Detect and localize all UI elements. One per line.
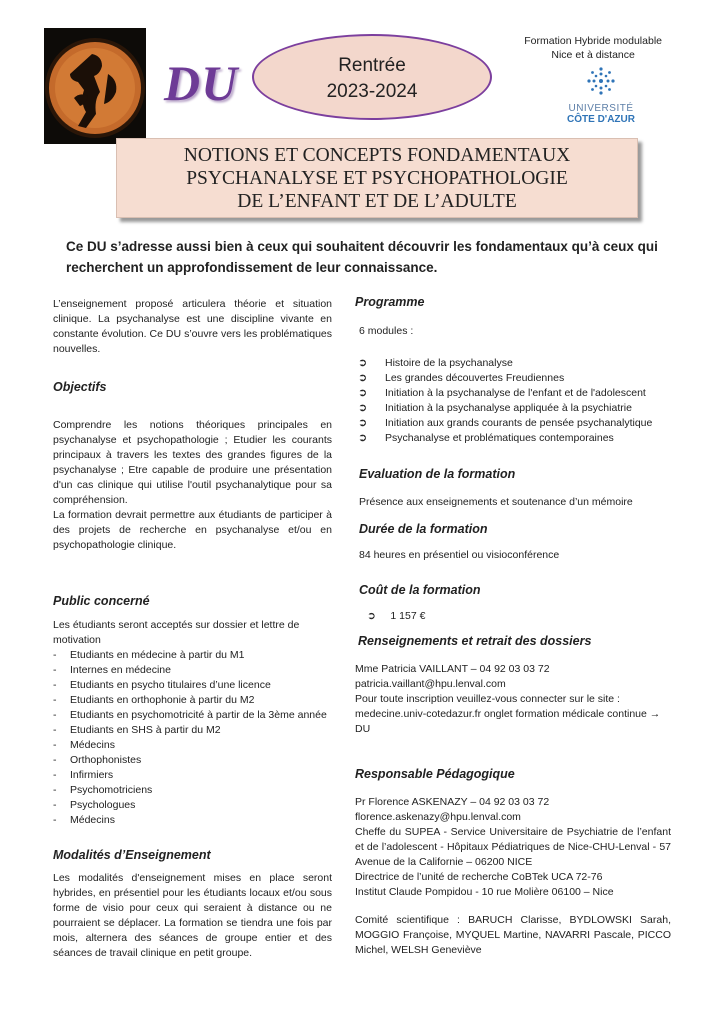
list-item: - Etudiants en SHS à partir du M2 [53,723,332,738]
list-item: - Internes en médecine [53,663,332,678]
module-label: Initiation aux grands courants de pensée psychanalytique [385,417,653,429]
arrow-bullet-icon: ➲ [367,610,376,622]
modules-count: 6 modules : [359,325,414,337]
course-title-box [116,138,638,218]
list-item: - Médecins [53,738,332,753]
duree-heading: Durée de la formation [359,522,488,536]
list-item: - Etudiants en psycho titulaires d’une licence [53,678,332,693]
inscription-text: Pour toute inscription veuillez-vous connecter sur le site : medecine.univ-cotedazur.fr onglet formation médicale continue → DU [355,693,661,735]
list-item: - Infirmiers [53,768,332,783]
evaluation-heading: Evaluation de la formation [359,467,516,481]
responsable-name: Pr Florence ASKENAZY – 04 92 03 03 72 [355,796,550,808]
rentree-badge [252,34,492,120]
formation-note [524,34,662,62]
title-line-2: PSYCHANALYSE ET PSYCHOPATHOLOGIE [186,168,568,189]
module-label: Initiation à la psychanalyse appliquée à la psychiatrie [385,402,632,414]
du-logo: DU [164,55,239,111]
list-item [355,416,671,431]
arrow-bullet-icon: ➲ [358,432,368,444]
objectifs-section [53,418,332,553]
inscription-target: DU [355,723,371,735]
university-name-line-2: CÔTE D'AZUR [567,114,635,125]
module-label: Initiation à la psychanalyse de l'enfant et de l'adolescent [385,387,646,399]
public-heading: Public concerné [53,594,150,608]
responsable-email[interactable]: florence.askenazy@hpu.lenval.com [355,811,521,823]
programme-heading: Programme [355,295,425,309]
university-name-line-1: UNIVERSITÉ [568,103,634,114]
responsable-section [355,795,671,900]
modalites-paragraph: Les modalités d'enseignement mises en place seront hybrides, en présentiel pour les étudiants locaux et/ou sous forme de visio pour ceux qui seraient à distance ou ne pourraient se déplacer. La formation se tiendra une fois par mois, alternera des séances de groupe entier et des séances de travail clinique en petit groupe. [53,872,332,959]
rentree-label: Rentrée [338,55,406,76]
list-item: - Etudiants en psychomotricité à partir de la 3ème année [53,708,332,723]
list-item: - Etudiants en orthophonie à partir du M2 [53,693,332,708]
list-item [355,401,671,416]
arrow-bullet-icon: ➲ [358,372,368,384]
responsable-heading: Responsable Pédagogique [355,767,515,781]
opening-paragraph: L’enseignement proposé articulera théorie et situation clinique. La psychanalyse est une discipline vivante en constante évolution. Ce DU s’ouvre vers les problématiques nouvelles. [53,298,332,355]
public-list [53,648,332,828]
contact-email[interactable]: patricia.vaillant@hpu.lenval.com [355,678,506,690]
list-item [355,431,671,446]
modalites-heading: Modalités d’Enseignement [53,848,211,862]
objectifs-heading: Objectifs [53,380,107,394]
renseignements-section [355,662,671,737]
rentree-year: 2023-2024 [326,81,418,102]
list-item: - Etudiants en médecine à partir du M1 [53,648,332,663]
list-item: - Psychologues [53,798,332,813]
list-item [355,386,671,401]
contact-name: Mme Patricia VAILLANT – 04 92 03 03 72 [355,663,550,675]
list-item [355,356,671,371]
intro-statement: Ce DU s’adresse aussi bien à ceux qui souhaitent découvrir les fondamentaux qu’à ceux qui recherchent un approfondissement de leur connaissance. [66,239,658,275]
public-intro: Les étudiants seront acceptés sur dossier et lettre de motivation [53,619,300,646]
university-star-icon [586,66,616,96]
responsable-direction: Directrice de l’unité de recherche CoBTek UCA 72-76 [355,871,603,883]
responsable-institute: Institut Claude Pompidou - 10 rue Molière 06100 – Nice [355,886,614,898]
greek-vase-image [44,28,146,144]
module-label: Psychanalyse et problématiques contemporaines [385,432,614,444]
objectifs-paragraph-2: La formation devrait permettre aux étudiants de participer à des projets de recherche en psychanalyse et/ou en psychopathologie clinique. [53,509,332,551]
list-item: - Psychomotriciens [53,783,332,798]
arrow-bullet-icon: ➲ [358,357,368,369]
title-line-3: DE L’ENFANT ET DE L’ADULTE [237,191,517,212]
formation-line-2: Nice et à distance [551,49,635,61]
title-line-1: NOTIONS ET CONCEPTS FONDAMENTAUX [183,145,571,166]
arrow-bullet-icon: ➲ [358,402,368,414]
comite-scientifique: Comité scientifique : BARUCH Clarisse, BYDLOWSKI Sarah, MOGGIO Françoise, MYQUEL Martine, NAVARRI Pascale, PICCO Michel, WELSH Geneviève [355,914,671,956]
public-section [53,618,332,828]
modules-list [355,356,671,446]
duree-text: 84 heures en présentiel ou visioconférence [359,549,560,561]
responsable-role: Cheffe du SUPEA - Service Universitaire de Psychiatrie de l’enfant et de l’adolescent - Hôpitaux Pédiatriques de Nice-CHU-Lenval - 57 Avenue de la Californie – 06200 NICE [355,826,671,868]
cout-line [367,609,683,624]
cout-heading: Coût de la formation [359,583,481,597]
renseignements-heading: Renseignements et retrait des dossiers [358,634,592,648]
arrow-right-icon: → [649,708,661,720]
formation-line-1: Formation Hybride modulable [524,35,662,47]
cout-value: 1 157 € [390,610,426,622]
objectifs-paragraph-1: Comprendre les notions théoriques principales en psychanalyse et psychopathologie ; Etudier les courants principaux à travers les textes des grandes figures de la psychanalyse ; Etre capable de produire une présentation d'un cas clinique qui utilise l'outil psychanalytique pour sa compréhension. [53,419,332,506]
list-item: - Médecins [53,813,332,828]
evaluation-text: Présence aux enseignements et soutenance d’un mémoire [359,496,633,508]
arrow-bullet-icon: ➲ [358,417,368,429]
module-label: Histoire de la psychanalyse [385,357,513,369]
arrow-bullet-icon: ➲ [358,387,368,399]
module-label: Les grandes découvertes Freudiennes [385,372,565,384]
list-item [355,371,671,386]
list-item: - Orthophonistes [53,753,332,768]
universite-cote-azur-logo [565,66,637,125]
